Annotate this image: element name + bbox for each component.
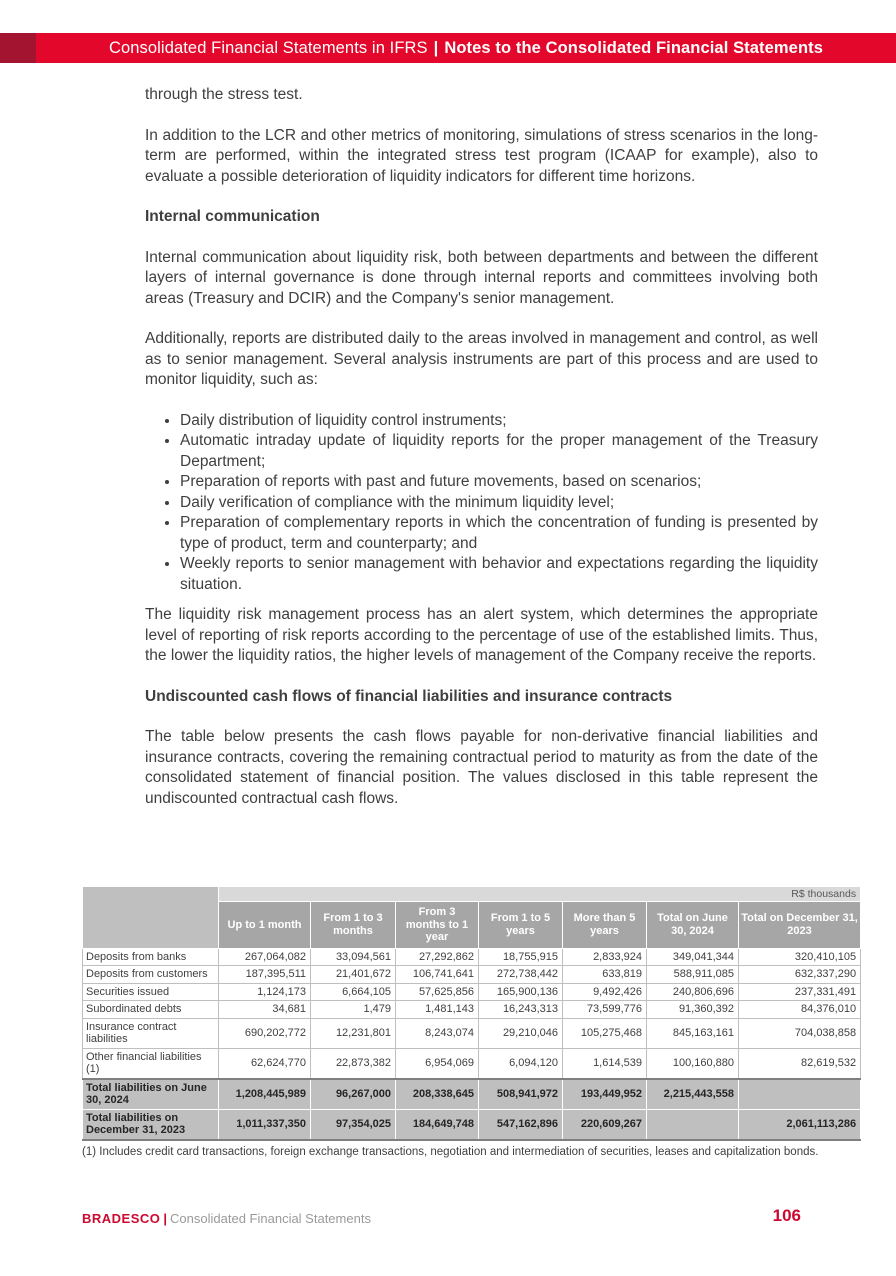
cell-value: 1,479	[311, 1001, 396, 1019]
bullet-item: • Preparation of complementary reports in which the concentration of funding is presented by type of product, term and counterparty; and	[180, 513, 818, 554]
heading-undiscounted-cash-flows: Undiscounted cash flows of financial liabilities and insurance contracts	[145, 687, 673, 705]
cell-value: 6,094,120	[479, 1048, 563, 1079]
cell-value: 2,215,443,558	[647, 1079, 739, 1110]
page-footer	[82, 1206, 801, 1226]
cell-value: 57,625,856	[396, 983, 479, 1001]
cell-value: 6,954,069	[396, 1048, 479, 1079]
bullet-item: • Daily distribution of liquidity control instruments;	[180, 411, 818, 432]
cell-value: 96,267,000	[311, 1079, 396, 1110]
cell-value: 267,064,082	[219, 948, 311, 966]
cell-value: 12,231,801	[311, 1018, 396, 1048]
table-total-row	[83, 1109, 861, 1140]
row-label: Deposits from banks	[83, 948, 219, 966]
bullet-item: • Preparation of reports with past and future movements, based on scenarios;	[180, 472, 818, 493]
table-total-row	[83, 1079, 861, 1110]
column-header: More than 5 years	[563, 902, 647, 949]
page-header-banner	[0, 33, 896, 63]
cell-value: 704,038,858	[739, 1018, 861, 1048]
row-label: Total liabilities on December 31, 2023	[83, 1109, 219, 1140]
cell-value: 34,681	[219, 1001, 311, 1019]
bullet-item: • Weekly reports to senior management with behavior and expectations regarding the liquidity situation.	[180, 554, 818, 595]
paragraph-internal-1: Internal communication about liquidity risk, both between departments and between the different layers of internal governance is done through internal reports and committees involving both areas (Treasury and DCIR) and the Company's senior management.	[145, 248, 818, 307]
cash-flows-table	[82, 886, 861, 1141]
document-body	[0, 63, 896, 809]
cell-value: 84,376,010	[739, 1001, 861, 1019]
cell-value	[739, 1079, 861, 1110]
paragraph-table-intro: The table below presents the cash flows payable for non-derivative financial liabilities and insurance contracts, covering the remaining contractual period to maturity as from the date of the consolidated statement of financial position. The values disclosed in this table represent the undiscounted contractual cash flows.	[145, 728, 818, 807]
table-row	[83, 966, 861, 984]
cell-value: 100,160,880	[647, 1048, 739, 1079]
cell-value: 82,619,532	[739, 1048, 861, 1079]
table-section	[0, 866, 896, 1160]
cell-value: 16,243,313	[479, 1001, 563, 1019]
cell-value: 18,755,915	[479, 948, 563, 966]
cell-value: 1,124,173	[219, 983, 311, 1001]
cell-value: 165,900,136	[479, 983, 563, 1001]
row-label: Securities issued	[83, 983, 219, 1001]
cell-value: 8,243,074	[396, 1018, 479, 1048]
cell-value: 29,210,046	[479, 1018, 563, 1048]
cell-value: 91,360,392	[647, 1001, 739, 1019]
cell-value: 2,833,924	[563, 948, 647, 966]
table-row	[83, 1001, 861, 1019]
row-label: Total liabilities on June 30, 2024	[83, 1079, 219, 1110]
cell-value: 193,449,952	[563, 1079, 647, 1110]
cell-value: 187,395,511	[219, 966, 311, 984]
cell-value: 547,162,896	[479, 1109, 563, 1140]
row-label: Deposits from customers	[83, 966, 219, 984]
cell-value: 237,331,491	[739, 983, 861, 1001]
cell-value: 6,664,105	[311, 983, 396, 1001]
heading-internal-communication: Internal communication	[145, 208, 320, 225]
row-label: Insurance contract liabilities	[83, 1018, 219, 1048]
banner-accent-block	[0, 33, 36, 63]
cell-value: 73,599,776	[563, 1001, 647, 1019]
column-header: Up to 1 month	[219, 902, 311, 949]
column-header: Total on June 30, 2024	[647, 902, 739, 949]
cell-value: 272,738,442	[479, 966, 563, 984]
cell-value: 588,911,085	[647, 966, 739, 984]
column-header: From 1 to 5 years	[479, 902, 563, 949]
column-header: Total on December 31, 2023	[739, 902, 861, 949]
cell-value: 1,208,445,989	[219, 1079, 311, 1110]
cell-value: 208,338,645	[396, 1079, 479, 1110]
cell-value: 508,941,972	[479, 1079, 563, 1110]
row-label: Subordinated debts	[83, 1001, 219, 1019]
table-body	[83, 948, 861, 1140]
cell-value	[647, 1109, 739, 1140]
paragraph-internal-2: Additionally, reports are distributed daily to the areas involved in management and control, as well as to senior management. Several analysis instruments are part of this process and are used to monitor liquidity, such as:	[145, 330, 818, 388]
footer-separator: |	[163, 1211, 168, 1226]
cell-value: 2,061,113,286	[739, 1109, 861, 1140]
cell-value: 240,806,696	[647, 983, 739, 1001]
cell-value: 97,354,025	[311, 1109, 396, 1140]
row-label: Other financial liabilities (1)	[83, 1048, 219, 1079]
cell-value: 105,275,468	[563, 1018, 647, 1048]
cell-value: 1,481,143	[396, 1001, 479, 1019]
cell-value: 633,819	[563, 966, 647, 984]
footer-brand-line	[82, 1211, 371, 1226]
table-row	[83, 1048, 861, 1079]
unit-row	[83, 887, 861, 902]
cell-value: 106,741,641	[396, 966, 479, 984]
footer-subtitle: Consolidated Financial Statements	[170, 1211, 371, 1226]
table-row	[83, 983, 861, 1001]
bullet-item: • Automatic intraday update of liquidity reports for the proper management of the Treasury Department;	[180, 431, 818, 472]
cell-value: 349,041,344	[647, 948, 739, 966]
cell-value: 690,202,772	[219, 1018, 311, 1048]
table-footnote: (1) Includes credit card transactions, foreign exchange transactions, negotiation and intermediation of securities, leases and capitalization bonds.	[82, 1145, 819, 1158]
currency-unit-note: R$ thousands	[219, 887, 861, 902]
corner-cell	[83, 887, 219, 949]
cell-value: 21,401,672	[311, 966, 396, 984]
cell-value: 9,492,426	[563, 983, 647, 1001]
cell-value: 1,614,539	[563, 1048, 647, 1079]
banner-title	[36, 39, 896, 58]
bullet-list	[145, 411, 818, 596]
column-header: From 1 to 3 months	[311, 902, 396, 949]
banner-title-regular: Consolidated Financial Statements in IFRS	[108, 38, 428, 57]
paragraph-alert-system: The liquidity risk management process has an alert system, which determines the appropriate level of reporting of risk reports according to the percentage of use of the established limits. Thus, the lower the liquidity ratios, the higher levels of management of the Company receive the reports.	[145, 606, 818, 664]
paragraph-intro: through the stress test.	[145, 86, 303, 103]
table-row	[83, 1018, 861, 1048]
cell-value: 184,649,748	[396, 1109, 479, 1140]
cell-value: 33,094,561	[311, 948, 396, 966]
cell-value: 62,624,770	[219, 1048, 311, 1079]
table-row	[83, 948, 861, 966]
paragraph-lcr: In addition to the LCR and other metrics of monitoring, simulations of stress scenarios in the long-term are performed, within the integrated stress test program (ICAAP for example), also to evaluate a possible deterioration of liquidity indicators for different time horizons.	[145, 126, 818, 185]
cell-value: 320,410,105	[739, 948, 861, 966]
cell-value: 22,873,382	[311, 1048, 396, 1079]
banner-title-bold: Notes to the Consolidated Financial Statements	[444, 38, 824, 57]
bullet-item: • Daily verification of compliance with the minimum liquidity level;	[180, 493, 818, 514]
brand-name: BRADESCO	[82, 1211, 161, 1226]
cell-value: 845,163,161	[647, 1018, 739, 1048]
cell-value: 220,609,267	[563, 1109, 647, 1140]
cell-value: 632,337,290	[739, 966, 861, 984]
column-header: From 3 months to 1 year	[396, 902, 479, 949]
cell-value: 1,011,337,350	[219, 1109, 311, 1140]
banner-title-separator: |	[433, 38, 439, 57]
cell-value: 27,292,862	[396, 948, 479, 966]
page-number: 106	[772, 1206, 801, 1225]
